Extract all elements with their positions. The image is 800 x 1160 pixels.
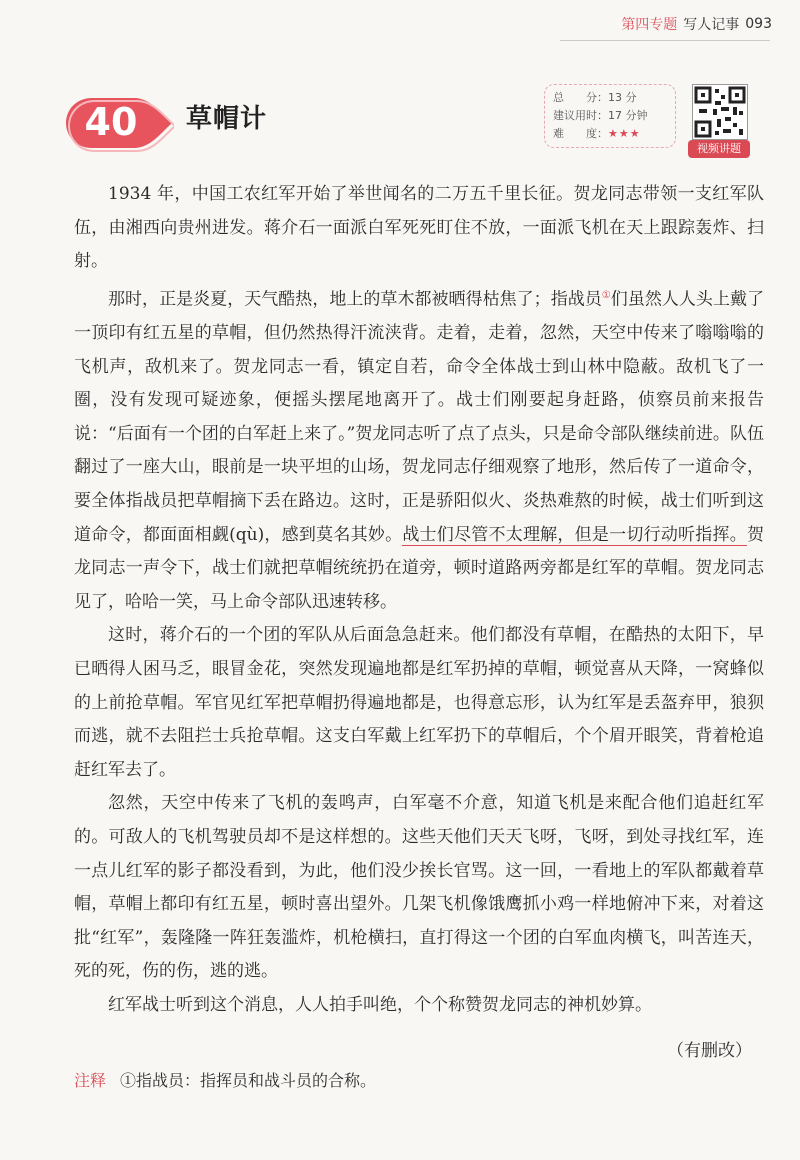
time-value: 17 分钟 [608,109,648,122]
difficulty-label: 难 度： [553,127,608,140]
info-box [544,84,676,148]
paragraph-2-part-b: 们虽然人人头上戴了一顶印有红五星的草帽，但仍然热得汗流浃背。走着，走着，忽然，天空中传来了嗡嗡嗡的飞机声，敌机来了。贺龙同志一看，镇定自若，命令全体战士到山林中隐蔽。敌机飞了一圈，没有发现可疑迹象，便摇头摆尾地离开了。战士们刚要起身赶路，侦察员前来报告说：“后面有一个团的白军赶上来了。”贺龙同志听了点了点头，只是命令部队继续前进。队伍翻过了一座大山，眼前是一块平坦的山场，贺龙同志仔细观察了地形，然后传了一道命令，要全体指战员把草帽摘下丢在路边。这时，正是骄阳似火、炎热难熬的时候，战士们听到这道命令，都面面相觑(qù)，感到莫名其妙。 [74,289,765,545]
header-divider [560,40,770,41]
footnote-marker: ① [601,289,611,301]
total-value: 13 分 [608,91,637,104]
paragraph-2 [74,279,764,620]
paragraph-3: 这时，蒋介石的一个团的军队从后面急急赶来。他们都没有草帽，在酷热的太阳下，早已晒得人困马乏，眼冒金花，突然发现遍地都是红军扔掉的草帽，顿觉喜从天降，一窝蜂似的上前抢草帽。军官见红军把草帽扔得遍地都是，也得意忘形，认为红军是丢盔弃甲，狼狈而逃，就不去阻拦士兵抢草帽。这支白军戴上红军扔下的草帽后，个个眉开眼笑，背着枪追赶红军去了。 [74,625,764,780]
footnote-text: ①指战员：指挥员和战斗员的合称。 [120,1071,377,1090]
lesson-number: 40 [84,100,138,144]
video-caption-button[interactable]: 视频讲题 [688,140,750,158]
section-name: 写人记事 [683,17,740,33]
qr-code-icon[interactable] [692,84,748,140]
underlined-sentence: 战士们尽管不太理解，但是一切行动听指挥。 [402,524,747,545]
paragraph-4: 忽然，天空中传来了飞机的轰鸣声，白军毫不介意，知道飞机是来配合他们追赶红军的。可敌人的飞机驾驶员却不是这样想的。这些天他们天天飞呀，飞呀，到处寻找红军，连一点儿红军的影子都没看到，为此，他们没少挨长官骂。这一回，一看地上的军队都戴着草帽，草帽上都印有红五星，顿时喜出望外。几架飞机像饿鹰抓小鸡一样地俯冲下来，对着这批“红军”，轰隆隆一阵狂轰滥炸，机枪横扫，直打得这一个团的白军血肉横飞，叫苦连天，死的死，伤的伤，逃的逃。 [74,793,764,982]
lesson-title: 草帽计 [186,104,268,134]
page-number: 093 [745,16,772,32]
suggested-time-row [553,107,667,125]
total-label: 总 分： [553,91,608,104]
paragraph-5: 红军战士听到这个消息，人人拍手叫绝，个个称赞贺龙同志的神机妙算。 [108,994,652,1015]
difficulty-stars: ★★★ [608,127,641,140]
paragraph-2-part-a: 那时，正是炎夏，天气酷热，地上的草木都被晒得枯焦了；指战员 [108,289,602,310]
paragraph-2-part-c: 贺龙同志一声令下，战士们就把草帽统统扔在道旁，顿时道路两旁都是红军的草帽。贺龙同志见了，哈哈一笑，马上命令部队迅速转移。 [74,524,764,612]
source-note: （有删改） [667,1041,752,1061]
paragraph-1: 1934 年，中国工农红军开始了举世闻名的二万五千里长征。贺龙同志带领一支红军队伍，由湘西向贵州进发。蒋介石一面派白军死死盯住不放，一面派飞机在天上跟踪轰炸、扫射。 [74,184,764,272]
lesson-badge [64,94,174,152]
time-label: 建议用时： [553,109,608,122]
footnote-label: 注释 [74,1071,107,1090]
footnote [74,1068,376,1091]
article-body [74,178,764,1023]
total-score-row [553,89,667,107]
difficulty-row [553,125,667,143]
page-header [621,14,772,34]
section-tag: 第四专题 [621,17,678,33]
